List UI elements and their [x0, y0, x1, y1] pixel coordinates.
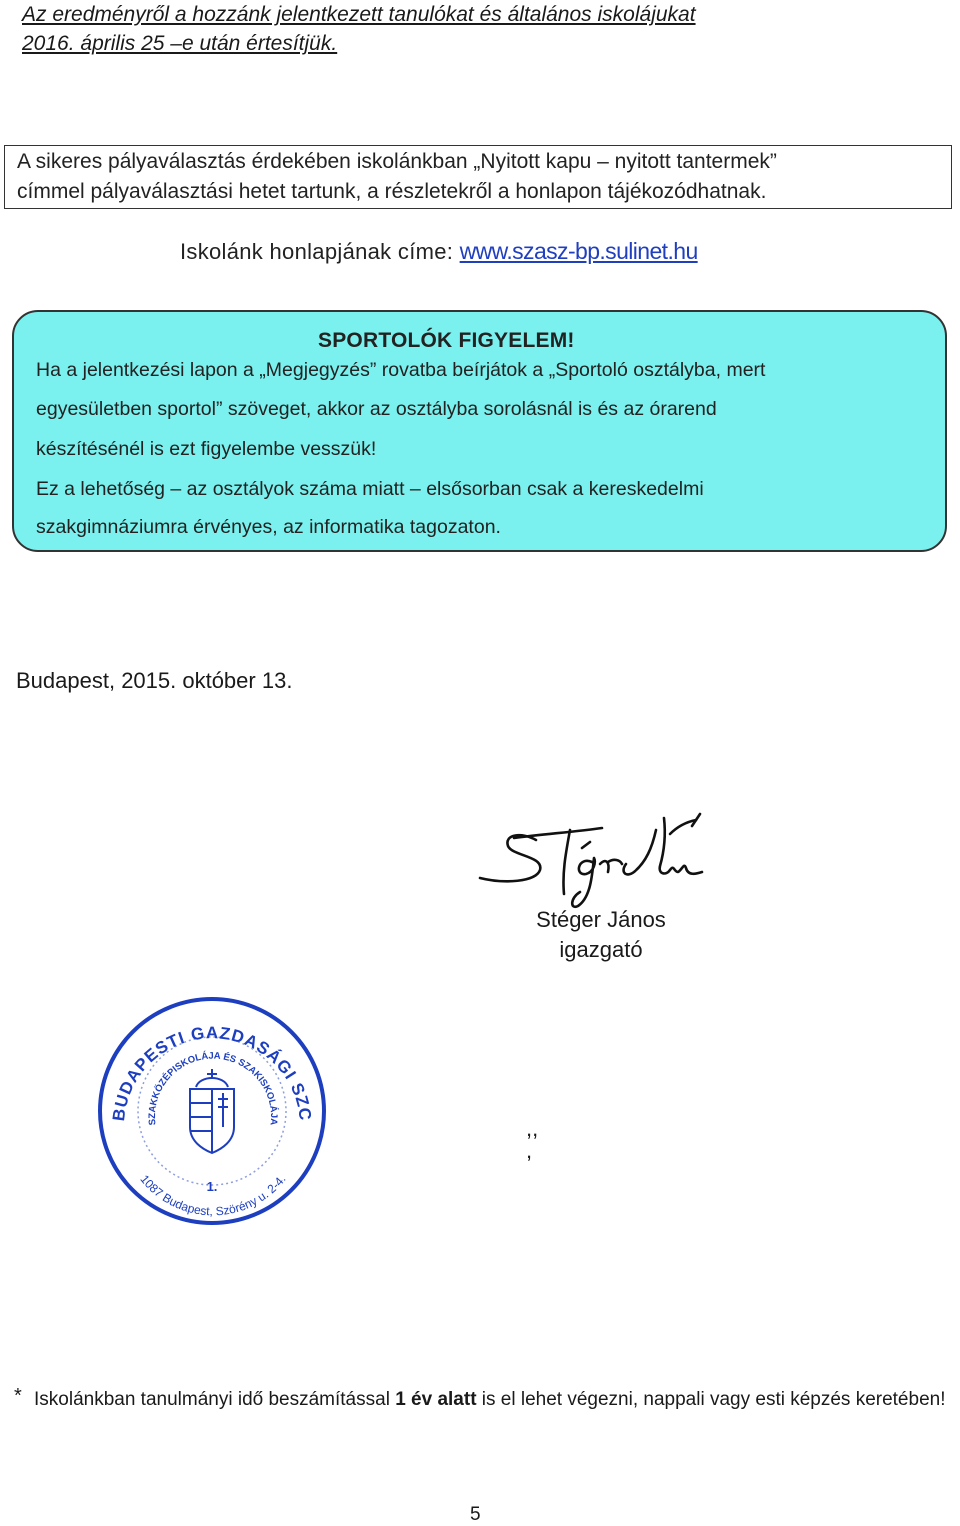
career-week-line-2: címmel pályaválasztási hetet tartunk, a részletekről a honlapon tájékozódhatnak. — [17, 180, 767, 203]
svg-text:1.: 1. — [206, 1179, 218, 1194]
sports-notice-line: egyesületben sportol” szöveget, akkor az osztályba sorolásnál is és az órarend — [36, 398, 717, 420]
svg-text:1087 Budapest, Szörény u. 2-4.: 1087 Budapest, Szörény u. 2-4. — [137, 1172, 289, 1219]
signer-name: Stéger János — [536, 907, 666, 932]
footnote-text-after: is el lehet végezni, nappali vagy esti képzés keretében! — [476, 1389, 946, 1410]
signer-block — [528, 905, 674, 965]
footnote-text-before: Iskolánkban tanulmányi idő beszámítással — [34, 1389, 396, 1410]
result-notice-line-2: 2016. április 25 –e után értesítjük. — [22, 32, 338, 55]
page-number: 5 — [470, 1504, 481, 1525]
career-week-box — [4, 145, 952, 209]
homepage-line — [180, 238, 698, 265]
result-notice-line-1: Az eredményről a hozzánk jelentkezett tanulókat és általános iskolájukat — [22, 3, 696, 26]
svg-text:SZAKKÖZÉPISKOLÁJA ÉS SZAKISKOL: SZAKKÖZÉPISKOLÁJA ÉS SZAKISKOLÁJA — [146, 1050, 280, 1126]
signer-title: igazgató — [559, 937, 643, 962]
sports-notice-line: készítésénél is ezt figyelembe vesszük! — [36, 438, 377, 460]
homepage-link[interactable]: www.szasz-bp.sulinet.hu — [459, 238, 698, 264]
sports-notice-line: Ez a lehetőség – az osztályok száma miatt – elsősorban csak a kereskedelmi — [36, 478, 704, 500]
sports-notice-box — [12, 310, 947, 552]
footnote-bold: 1 év alatt — [395, 1389, 477, 1410]
svg-text:BUDAPESTI GAZDASÁGI SZC: BUDAPESTI GAZDASÁGI SZC — [108, 1023, 316, 1123]
homepage-label: Iskolánk honlapjának címe: — [180, 239, 454, 264]
career-week-line-1: A sikeres pályaválasztás érdekében iskolánkban „Nyitott kapu – nyitott tantermek” — [17, 150, 777, 173]
date-line: Budapest, 2015. október 13. — [16, 668, 293, 693]
sports-notice-line: szakgimnáziumra érvényes, az informatika tagozaton. — [36, 516, 501, 538]
result-notice — [22, 0, 842, 58]
footnote-text — [34, 1384, 949, 1416]
commas-line-1: ,, — [526, 1116, 539, 1141]
commas-line-2: , — [526, 1138, 533, 1163]
stray-commas — [526, 1118, 538, 1162]
sports-notice-title: SPORTOLÓK FIGYELEM! — [318, 329, 575, 352]
school-stamp — [96, 995, 328, 1227]
footnote-star: * — [14, 1385, 22, 1407]
handwritten-signature — [474, 812, 714, 912]
sports-notice-line: Ha a jelentkezési lapon a „Megjegyzés” rovatba beírjátok a „Sportoló osztályba, mert — [36, 359, 766, 381]
